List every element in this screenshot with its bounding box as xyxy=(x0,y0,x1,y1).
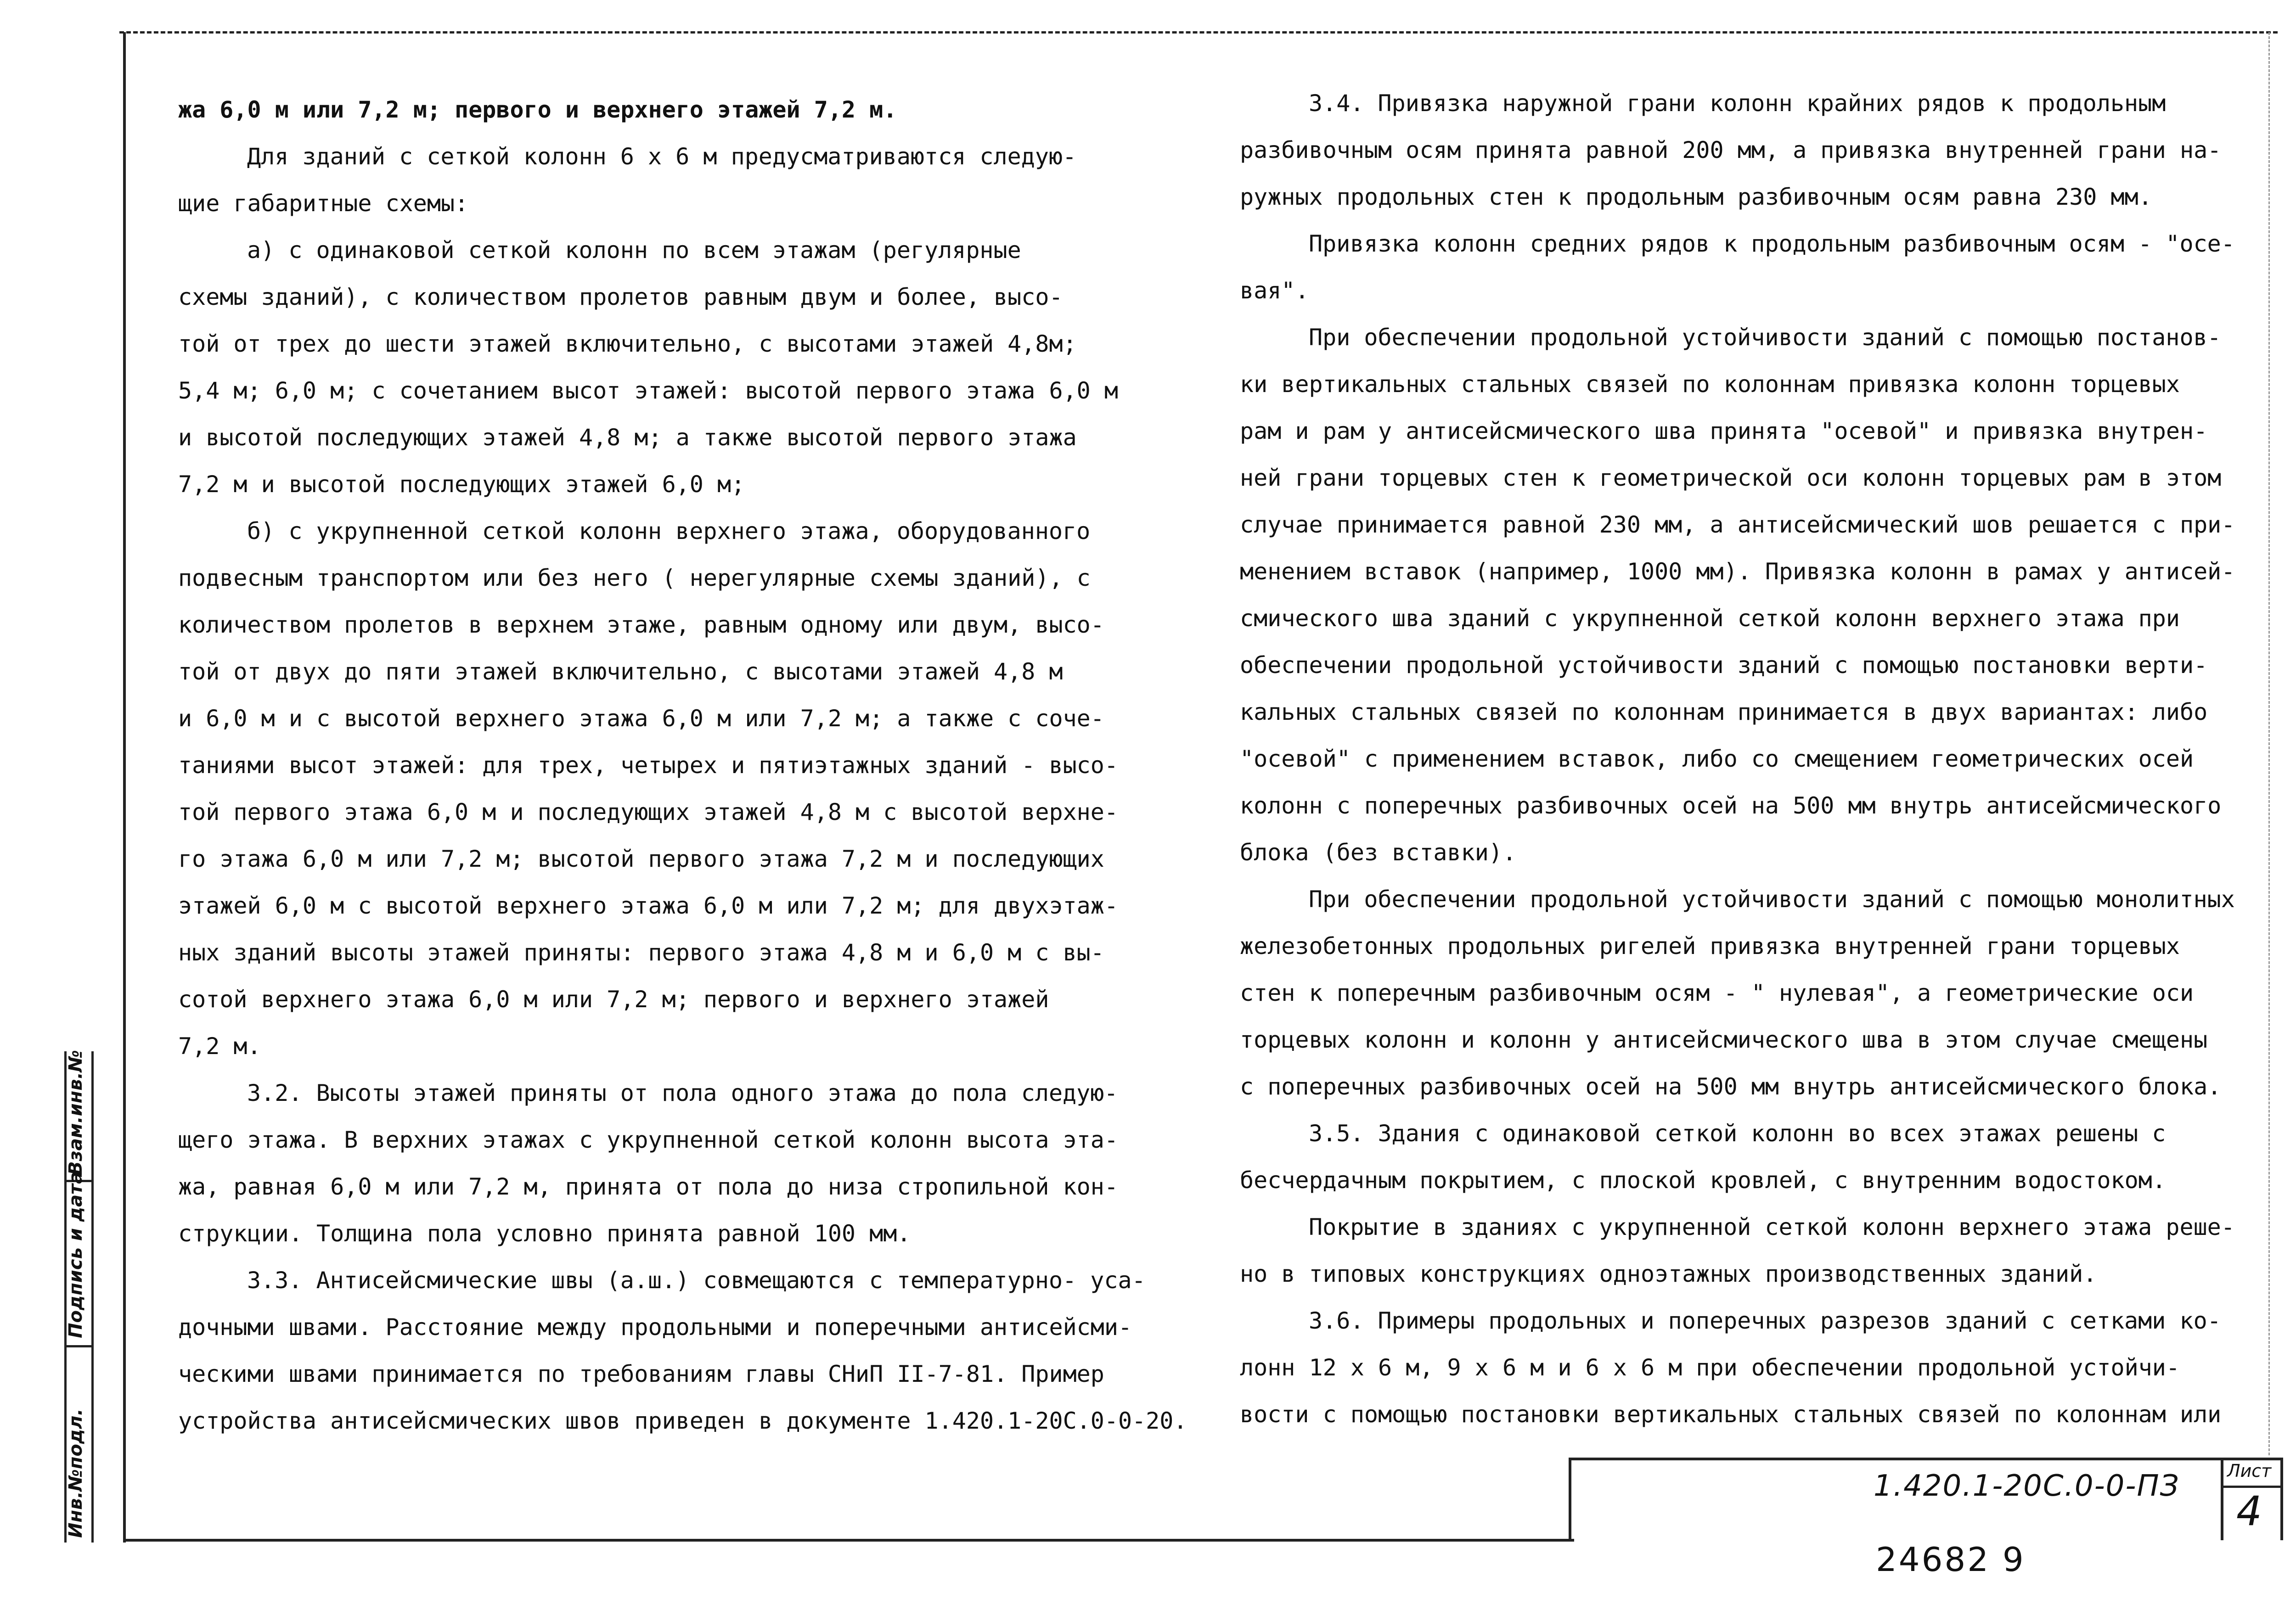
right-p4-line: стен к поперечным разбивочным осям - " нулевая", а геометрические оси xyxy=(1240,980,2194,1006)
side-label-replacement-inv: Взам.инв.№ xyxy=(65,1050,86,1175)
left-p5-line: 3.2. Высоты этажей приняты от пола одного этажа до пола следую- xyxy=(247,1080,1118,1106)
side-label-signature-date: Подпись и дата xyxy=(65,1171,86,1338)
left-p3-line: 7,2 м и высотой последующих этажей 6,0 м; xyxy=(178,471,745,498)
left-p3-line: и высотой последующих этажей 4,8 м; а также высотой первого этажа xyxy=(178,424,1077,451)
side-stamp-divider xyxy=(64,1345,94,1347)
right-p4-line: торцевых колонн и колонн у антисейсмического шва в этом случае смещены xyxy=(1240,1027,2208,1053)
right-p3-line: кальных стальных связей по колоннам принимается в двух вариантах: либо xyxy=(1240,699,2208,725)
frame-bottom-line xyxy=(123,1539,1574,1542)
right-p1-line: 3.4. Привязка наружной грани колонн крайних рядов к продольным xyxy=(1309,90,2166,117)
left-p6-line: ческими швами принимается по требованиям главы СНиП II-7-81. Пример xyxy=(178,1361,1104,1387)
right-p1-line: разбивочным осям принята равной 200 мм, а привязка внутренней грани на- xyxy=(1240,137,2222,163)
left-p4-line: той первого этажа 6,0 м и последующих этажей 4,8 м с высотой верхне- xyxy=(178,799,1118,825)
left-p3-line: той от трех до шести этажей включительно, с высотами этажей 4,8м; xyxy=(178,331,1077,357)
right-p3-line: смического шва зданий с укрупненной сеткой колонн верхнего этажа при xyxy=(1240,605,2180,632)
right-p3-line: менением вставок (например, 1000 мм). Привязка колонн в рамах у антисей- xyxy=(1240,558,2235,585)
left-p4-line: той от двух до пяти этажей включительно, с высотами этажей 4,8 м xyxy=(178,658,1063,685)
right-p7-line: вости с помощью постановки вертикальных стальных связей по колоннам или xyxy=(1240,1401,2222,1428)
right-p3-line: При обеспечении продольной устойчивости зданий с помощью постанов- xyxy=(1309,324,2221,351)
left-p4-line: таниями высот этажей: для трех, четырех и пятиэтажных зданий - высо- xyxy=(178,752,1118,779)
right-p4-line: железобетонных продольных ригелей привязка внутренней грани торцевых xyxy=(1240,933,2180,959)
left-p4-line: количеством пролетов в верхнем этаже, равным одному или двум, высо- xyxy=(178,611,1104,638)
frame-right-line xyxy=(2268,32,2270,1455)
left-p4-line: этажей 6,0 м с высотой верхнего этажа 6,0 м или 7,2 м; для двухэтаж- xyxy=(178,892,1118,919)
right-p4-line: При обеспечении продольной устойчивости зданий с помощью монолитных xyxy=(1309,886,2235,913)
left-p3-line: 5,4 м; 6,0 м; с сочетанием высот этажей: высотой первого этажа 6,0 м xyxy=(178,377,1118,404)
frame-left-line xyxy=(123,32,126,1543)
right-p6-line: Покрытие в зданиях с укрупненной сеткой колонн верхнего этажа реше- xyxy=(1309,1214,2235,1240)
title-block-divider xyxy=(2221,1458,2223,1540)
left-p5-line: щего этажа. В верхних этажах с укрупненной сеткой колонн высота эта- xyxy=(178,1127,1118,1153)
right-p3-line: обеспечении продольной устойчивости зданий с помощью постановки верти- xyxy=(1240,652,2208,679)
left-p4-line: и 6,0 м и с высотой верхнего этажа 6,0 м или 7,2 м; а также с соче- xyxy=(178,705,1104,732)
left-p6-line: устройства антисейсмических швов приведен в документе 1.420.1-20С.0-0-20. xyxy=(178,1408,1187,1434)
right-p2-line: вая". xyxy=(1240,277,1309,304)
left-p4-line: го этажа 6,0 м или 7,2 м; высотой первого этажа 7,2 м и последующих xyxy=(178,846,1104,872)
left-p6-line: 3.3. Антисейсмические швы (а.ш.) совмещаются с температурно- уса- xyxy=(247,1267,1146,1294)
right-p3-line: блока (без вставки). xyxy=(1240,839,1517,866)
side-label-original-inv: Инв.№подл. xyxy=(65,1408,86,1538)
left-p3-line: а) с одинаковой сеткой колонн по всем этажам (регулярные xyxy=(247,237,1021,264)
sheet-label: Лист xyxy=(2227,1461,2272,1481)
right-p4-line: с поперечных разбивочных осей на 500 мм внутрь антисейсмического блока. xyxy=(1240,1073,2222,1100)
right-p3-line: колонн с поперечных разбивочных осей на 500 мм внутрь антисейсмического xyxy=(1240,792,2222,819)
left-p3-line: схемы зданий), с количеством пролетов равным двум и более, высо- xyxy=(178,284,1063,310)
right-p7-line: 3.6. Примеры продольных и поперечных разрезов зданий с сетками ко- xyxy=(1309,1307,2221,1334)
left-column xyxy=(178,86,1225,1444)
right-p2-line: Привязка колонн средних рядов к продольным разбивочным осям - "осе- xyxy=(1309,230,2235,257)
left-p2-line: щие габаритные схемы: xyxy=(178,190,469,217)
right-p3-line: рам и рам у антисейсмического шва принята "осевой" и привязка внутрен- xyxy=(1240,418,2208,444)
right-p3-line: случае принимается равной 230 мм, а антисейсмический шов решается с при- xyxy=(1240,511,2235,538)
right-p3-line: ки вертикальных стальных связей по колоннам привязка колонн торцевых xyxy=(1240,371,2180,398)
right-p3-line: ней грани торцевых стен к геометрической оси колонн торцевых рам в этом xyxy=(1240,465,2222,491)
frame-top-line xyxy=(119,31,2278,34)
left-p2-line: Для зданий с сеткой колонн 6 х 6 м предусматриваются следую- xyxy=(247,143,1077,170)
right-column xyxy=(1240,80,2268,1438)
right-p7-line: лонн 12 х 6 м, 9 х 6 м и 6 х 6 м при обеспечении продольной устойчи- xyxy=(1240,1354,2180,1381)
left-p5-line: жа, равная 6,0 м или 7,2 м, принята от пола до низа стропильной кон- xyxy=(178,1173,1118,1200)
right-p5-line: 3.5. Здания с одинаковой сеткой колонн во всех этажах решены с xyxy=(1309,1120,2166,1147)
right-p6-line: но в типовых конструкциях одноэтажных производственных зданий. xyxy=(1240,1261,2097,1287)
sheet-number: 4 xyxy=(2236,1487,2262,1535)
right-p3-line: "осевой" с применением вставок, либо со смещением геометрических осей xyxy=(1240,746,2194,772)
title-block-right-line xyxy=(2280,1458,2283,1540)
left-p5-line: струкции. Толщина пола условно принята равной 100 мм. xyxy=(178,1220,911,1247)
right-p5-line: бесчердачным покрытием, с плоской кровлей, с внутренним водостоком. xyxy=(1240,1167,2166,1194)
left-p1: жа 6,0 м или 7,2 м; первого и верхнего этажей 7,2 м. xyxy=(178,96,897,123)
left-p4-line: 7,2 м. xyxy=(178,1033,261,1060)
left-p6-line: дочными швами. Расстояние между продольными и поперечными антисейсми- xyxy=(178,1314,1132,1341)
title-block-left-line xyxy=(1569,1458,1571,1540)
right-p1-line: ружных продольных стен к продольным разбивочным осям равна 230 мм. xyxy=(1240,184,2152,210)
left-p4-line: сотой верхнего этажа 6,0 м или 7,2 м; первого и верхнего этажей xyxy=(178,986,1049,1013)
title-block-top-line xyxy=(1569,1458,2280,1460)
archive-number: 24682 9 xyxy=(1876,1540,2026,1579)
left-p4-line: ных зданий высоты этажей приняты: первого этажа 4,8 м и 6,0 м с вы- xyxy=(178,939,1104,966)
left-p4-line: б) с укрупненной сеткой колонн верхнего этажа, оборудованного xyxy=(247,518,1091,544)
document-code: 1.420.1-20С.0-0-ПЗ xyxy=(1874,1469,2180,1503)
left-p4-line: подвесным транспортом или без него ( нерегулярные схемы зданий), с xyxy=(178,565,1091,591)
